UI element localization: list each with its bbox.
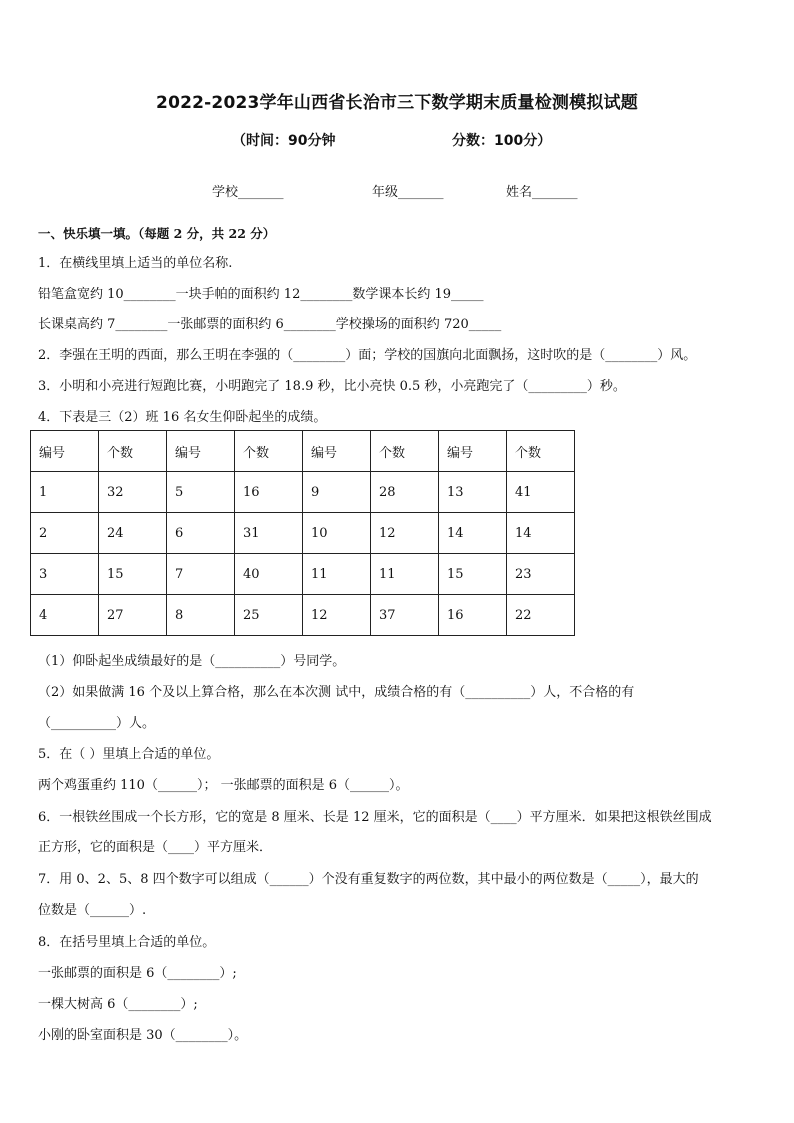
school-field[interactable]: 学校_______ [212, 185, 284, 200]
table-cell: 24 [99, 513, 167, 554]
table-cell: 28 [371, 472, 439, 513]
table-cell: 1 [31, 472, 99, 513]
table-cell: 31 [235, 513, 303, 554]
table-cell: 11 [303, 554, 371, 595]
table-cell: 16 [235, 472, 303, 513]
table-header-row [31, 431, 575, 472]
table-cell: 25 [235, 595, 303, 636]
table-cell: 15 [99, 554, 167, 595]
table-row [31, 554, 575, 595]
page-title: 2022-2023学年山西省长治市三下数学期末质量检测模拟试题 [156, 93, 638, 113]
question-7-line-1: 7．用 0、2、5、8 四个数字可以组成（______）个没有重复数字的两位数，其中最小的两位数是（_____），最大的 [38, 872, 699, 887]
question-5-line: 两个鸡蛋重约 110（______）； 一张邮票的面积是 6（______）。 [38, 778, 409, 793]
question-6-line-1: 6．一根铁丝围成一个长方形，它的宽是 8 厘米、长是 12 厘米，它的面积是（____）平方厘米．如果把这根铁丝围成 [38, 810, 712, 825]
section-heading: 一、快乐填一填。（每题 2 分，共 22 分） [38, 226, 276, 241]
question-5-stem: 5．在（ ）里填上合适的单位。 [38, 747, 220, 762]
table-cell: 14 [507, 513, 575, 554]
table-header-cell: 编号 [439, 431, 507, 472]
scores-table [30, 430, 575, 636]
table-cell: 10 [303, 513, 371, 554]
question-8-line-1: 一张邮票的面积是 6（________）; [38, 966, 237, 981]
table-cell: 32 [99, 472, 167, 513]
table-cell: 40 [235, 554, 303, 595]
table-cell: 41 [507, 472, 575, 513]
question-8-stem: 8．在括号里填上合适的单位。 [38, 935, 216, 950]
table-cell: 27 [99, 595, 167, 636]
table-cell: 5 [167, 472, 235, 513]
question-7-line-2: 位数是（______）. [38, 903, 147, 918]
table-cell: 6 [167, 513, 235, 554]
question-4-stem: 4．下表是三（2）班 16 名女生仰卧起坐的成绩。 [38, 410, 327, 425]
question-1-line-2: 长课桌高约 7________一张邮票的面积约 6________学校操场的面积约 720_____ [38, 317, 502, 332]
table-cell: 22 [507, 595, 575, 636]
table-cell: 23 [507, 554, 575, 595]
table-cell: 11 [371, 554, 439, 595]
table-row [31, 513, 575, 554]
table-cell: 2 [31, 513, 99, 554]
question-4-sub-2-line-2: （__________）人。 [38, 716, 156, 731]
table-header-cell: 个数 [235, 431, 303, 472]
question-1-stem: 1．在横线里填上适当的单位名称. [38, 256, 233, 271]
exam-score: 分数：100分） [452, 133, 552, 149]
table-cell: 7 [167, 554, 235, 595]
question-2: 2．李强在王明的西面，那么王明在李强的（________）面；学校的国旗向北面飘扬，这时吹的是（________）风。 [38, 348, 697, 363]
table-header-cell: 个数 [99, 431, 167, 472]
table-header-cell: 个数 [371, 431, 439, 472]
table-row [31, 472, 575, 513]
table-cell: 16 [439, 595, 507, 636]
question-3: 3．小明和小亮进行短跑比赛，小明跑完了 18.9 秒，比小亮快 0.5 秒，小亮跑完了（_________）秒。 [38, 379, 626, 394]
table-cell: 12 [371, 513, 439, 554]
table-header-cell: 编号 [303, 431, 371, 472]
grade-field[interactable]: 年级_______ [372, 185, 444, 200]
table-row [31, 595, 575, 636]
exam-time: （时间：90分钟 [232, 133, 336, 149]
table-cell: 37 [371, 595, 439, 636]
table-cell: 12 [303, 595, 371, 636]
table-cell: 3 [31, 554, 99, 595]
table-cell: 13 [439, 472, 507, 513]
table-cell: 8 [167, 595, 235, 636]
question-1-line-1: 铅笔盒宽约 10________一块手帕的面积约 12________数学课本长约 19_____ [38, 287, 484, 302]
name-field[interactable]: 姓名_______ [506, 185, 578, 200]
table-header-cell: 个数 [507, 431, 575, 472]
question-6-line-2: 正方形，它的面积是（____）平方厘米． [38, 840, 273, 855]
question-8-line-2: 一棵大树高 6（________）; [38, 997, 198, 1012]
table-cell: 14 [439, 513, 507, 554]
table-cell: 4 [31, 595, 99, 636]
table-header-cell: 编号 [167, 431, 235, 472]
question-8-line-3: 小刚的卧室面积是 30（________）。 [38, 1028, 248, 1043]
question-4-sub-1: （1）仰卧起坐成绩最好的是（__________）号同学。 [38, 654, 346, 669]
question-4-sub-2-line-1: （2）如果做满 16 个及以上算合格，那么在本次测 试中，成绩合格的有（__________）人，不合格的有 [38, 685, 635, 700]
table-cell: 15 [439, 554, 507, 595]
table-cell: 9 [303, 472, 371, 513]
table-header-cell: 编号 [31, 431, 99, 472]
